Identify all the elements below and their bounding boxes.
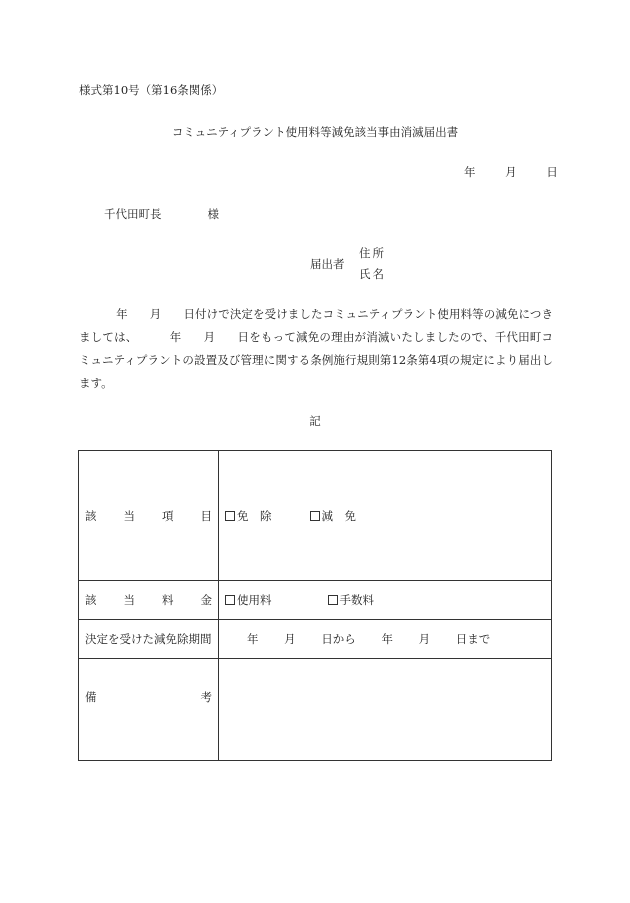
- table-row: [79, 581, 552, 620]
- details-table: [78, 450, 552, 761]
- applicable-item-options: [219, 451, 552, 581]
- table-row: [79, 620, 552, 659]
- remarks-label: 備 考: [79, 659, 219, 761]
- ki-heading: 記: [309, 414, 321, 428]
- form-number: 様式第10号（第16条関係）: [79, 83, 224, 97]
- body-month-1: 月: [149, 307, 162, 321]
- body-month-2: 月: [203, 330, 216, 344]
- remarks-field[interactable]: [219, 659, 552, 761]
- addressee-honorific: 様: [207, 207, 219, 221]
- addressee: [104, 206, 219, 222]
- checkbox-handling-fee[interactable]: [328, 595, 338, 605]
- table-row: [79, 451, 552, 581]
- period-value: 年 月 日から 年 月 日まで: [219, 620, 552, 659]
- submission-date: [464, 164, 558, 180]
- applicable-fee-label: 該 当 料 金: [79, 581, 219, 620]
- body-text-1: 日付けで決定を受けましたコミュニティプラント使用料等の減免につきましては、: [79, 307, 553, 344]
- option-handling-fee[interactable]: 手数料: [328, 592, 375, 608]
- addressee-name: 千代田町長: [104, 207, 162, 221]
- checkbox-usage-fee[interactable]: [225, 595, 235, 605]
- date-year: 年: [464, 165, 476, 179]
- applicable-item-label: 該 当 項 目: [79, 451, 219, 581]
- body-paragraph: [79, 303, 553, 395]
- date-month: 月: [505, 165, 517, 179]
- document-title: コミュニティプラント使用料等減免該当事由消滅届出書: [171, 125, 459, 139]
- body-year-2: 年: [169, 330, 182, 344]
- notifier-label: 届出者: [310, 257, 345, 271]
- address-label: 住所: [359, 246, 386, 260]
- option-reduction[interactable]: 減 免: [310, 508, 357, 524]
- body-year-1: 年: [116, 307, 128, 321]
- date-day: 日: [546, 165, 558, 179]
- table-row: [79, 659, 552, 761]
- checkbox-exemption[interactable]: [225, 511, 235, 521]
- name-label: 氏名: [359, 267, 386, 281]
- period-label: 決定を受けた減免除期間: [79, 620, 219, 659]
- option-exemption[interactable]: 免 除: [225, 508, 272, 524]
- applicable-fee-options: [219, 581, 552, 620]
- checkbox-reduction[interactable]: [310, 511, 320, 521]
- option-usage-fee[interactable]: 使用料: [225, 592, 272, 608]
- body-text-2: 日をもって減免の理由が消滅いたしましたので、千代田町コミュニティプラントの設置及び管理に関する条例施行規則第12条第4項の規定により届出します。: [79, 330, 554, 390]
